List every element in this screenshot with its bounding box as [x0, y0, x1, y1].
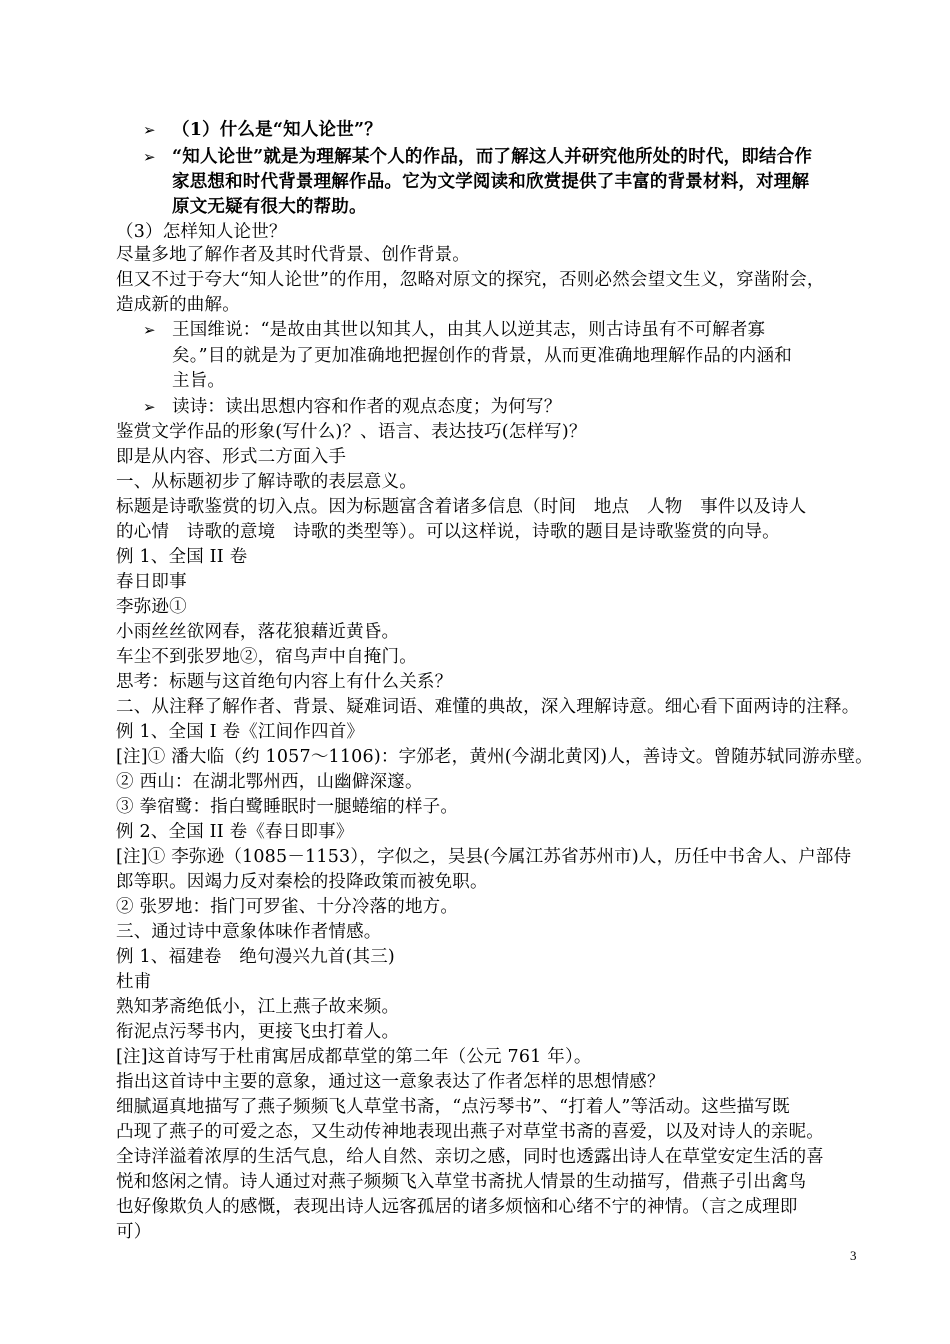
text-line: 原文无疑有很大的帮助。 — [172, 197, 367, 217]
text-line: 例 1、福建卷 绝句漫兴九首(其三) — [116, 947, 395, 967]
text-line: 可） — [116, 1222, 152, 1242]
text-line: 细腻逼真地描写了燕子频频飞人草堂书斋，“点污琴书”、“打着人”等活动。这些描写既 — [116, 1097, 790, 1117]
text-line: 李弥逊① — [116, 597, 187, 617]
text-line: 矣。”目的就是为了更加准确地把握创作的背景，从而更准确地理解作品的内涵和 — [172, 346, 792, 366]
text-line: 主旨。 — [172, 371, 226, 391]
text-line: 例 1、全国 I 卷《江间作四首》 — [116, 722, 365, 742]
text-line: 读诗：读出思想内容和作者的观点态度；为何写？ — [172, 397, 562, 417]
text-line: 车尘不到张罗地②，宿鸟声中自掩门。 — [116, 647, 417, 667]
text-line: 春日即事 — [116, 572, 187, 592]
bullet-arrow-icon: ➢ — [143, 398, 156, 416]
text-line: [注]① 李弥逊（1085－1153），字似之，吴县(今属江苏省苏州市)人，历任中书舍人、户部侍 — [116, 847, 852, 867]
text-line: ② 张罗地：指门可罗雀、十分冷落的地方。 — [116, 897, 459, 917]
bullet-arrow-icon: ➢ — [143, 321, 156, 339]
text-line: 小雨丝丝欲网春，落花狼藉近黄昏。 — [116, 622, 400, 642]
text-line: 悦和悠闲之情。诗人通过对燕子频频飞入草堂书斋扰人情景的生动描写，借燕子引出禽鸟 — [116, 1172, 807, 1192]
text-line: [注]① 潘大临（约 1057～1106)：字邠老，黄州(今湖北黄冈)人，善诗文。曾随苏轼同游赤壁。 — [116, 747, 873, 767]
text-line: 郎等职。因竭力反对秦桧的投降政策而被免职。 — [116, 872, 488, 892]
text-line: （1）什么是“知人论世”？ — [172, 120, 382, 140]
text-line: 的心情 诗歌的意境 诗歌的类型等）。可以这样说，诗歌的题目是诗歌鉴赏的向导。 — [116, 522, 780, 542]
text-line: 家思想和时代背景理解作品。它为文学阅读和欣赏提供了丰富的背景材料，对理解 — [172, 172, 810, 192]
text-line: 杜甫 — [116, 972, 152, 992]
text-line: ② 西山：在湖北鄂州西，山幽僻深邃。 — [116, 772, 423, 792]
text-line: 一、从标题初步了解诗歌的表层意义。 — [116, 472, 417, 492]
text-line: 即是从内容、形式二方面入手 — [116, 447, 347, 467]
text-line: 但又不过于夸大“知人论世”的作用，忽略对原文的探究，否则必然会望文生义，穿凿附会， — [116, 270, 825, 290]
text-line: [注]这首诗写于杜甫寓居成都草堂的第二年（公元 761 年）。 — [116, 1047, 592, 1067]
text-line: 凸现了燕子的可爱之态，又生动传神地表现出燕子对草堂书斋的喜爱，以及对诗人的亲昵。 — [116, 1122, 824, 1142]
page-number: 3 — [850, 1248, 857, 1263]
text-line: 尽量多地了解作者及其时代背景、创作背景。 — [116, 245, 470, 265]
text-line: 指出这首诗中主要的意象，通过这一意象表达了作者怎样的思想情感？ — [116, 1072, 665, 1092]
text-line: “知人论世”就是为理解某个人的作品，而了解这人并研究他所处的时代，即结合作 — [172, 147, 813, 167]
text-line: 三、通过诗中意象体味作者情感。 — [116, 922, 382, 942]
text-line: 例 1、全国 II 卷 — [116, 547, 248, 567]
text-line: 王国维说：“是故由其世以知其人，由其人以逆其志，则古诗虽有不可解者寡 — [172, 320, 766, 340]
text-line: 衔泥点污琴书内，更接飞虫打着人。 — [116, 1022, 400, 1042]
text-line: 标题是诗歌鉴赏的切入点。因为标题富含着诸多信息（时间 地点 人物 事件以及诗人 — [116, 497, 807, 517]
bullet-arrow-icon: ➢ — [143, 148, 156, 166]
text-line: 鉴赏文学作品的形象(写什么)？、语言、表达技巧(怎样写)？ — [116, 422, 587, 442]
text-line: 熟知茅斋绝低小，江上燕子故来频。 — [116, 997, 400, 1017]
text-line: 例 2、全国 II 卷《春日即事》 — [116, 822, 354, 842]
text-line: 二、从注释了解作者、背景、疑难词语、难懂的典故，深入理解诗意。细心看下面两诗的注释。 — [116, 697, 860, 717]
bullet-arrow-icon: ➢ — [143, 121, 156, 139]
text-line: ③ 拳宿鹭：指白鹭睡眠时一腿蜷缩的样子。 — [116, 797, 459, 817]
text-line: 也好像欺负人的感慨，表现出诗人远客孤居的诸多烦恼和心绪不宁的神情。（言之成理即 — [116, 1197, 798, 1217]
text-line: 全诗洋溢着浓厚的生活气息，给人自然、亲切之感，同时也透露出诗人在草堂安定生活的喜 — [116, 1147, 824, 1167]
text-line: （3）怎样知人论世？ — [116, 222, 287, 242]
text-line: 思考：标题与这首绝句内容上有什么关系？ — [116, 672, 453, 692]
text-line: 造成新的曲解。 — [116, 295, 240, 315]
